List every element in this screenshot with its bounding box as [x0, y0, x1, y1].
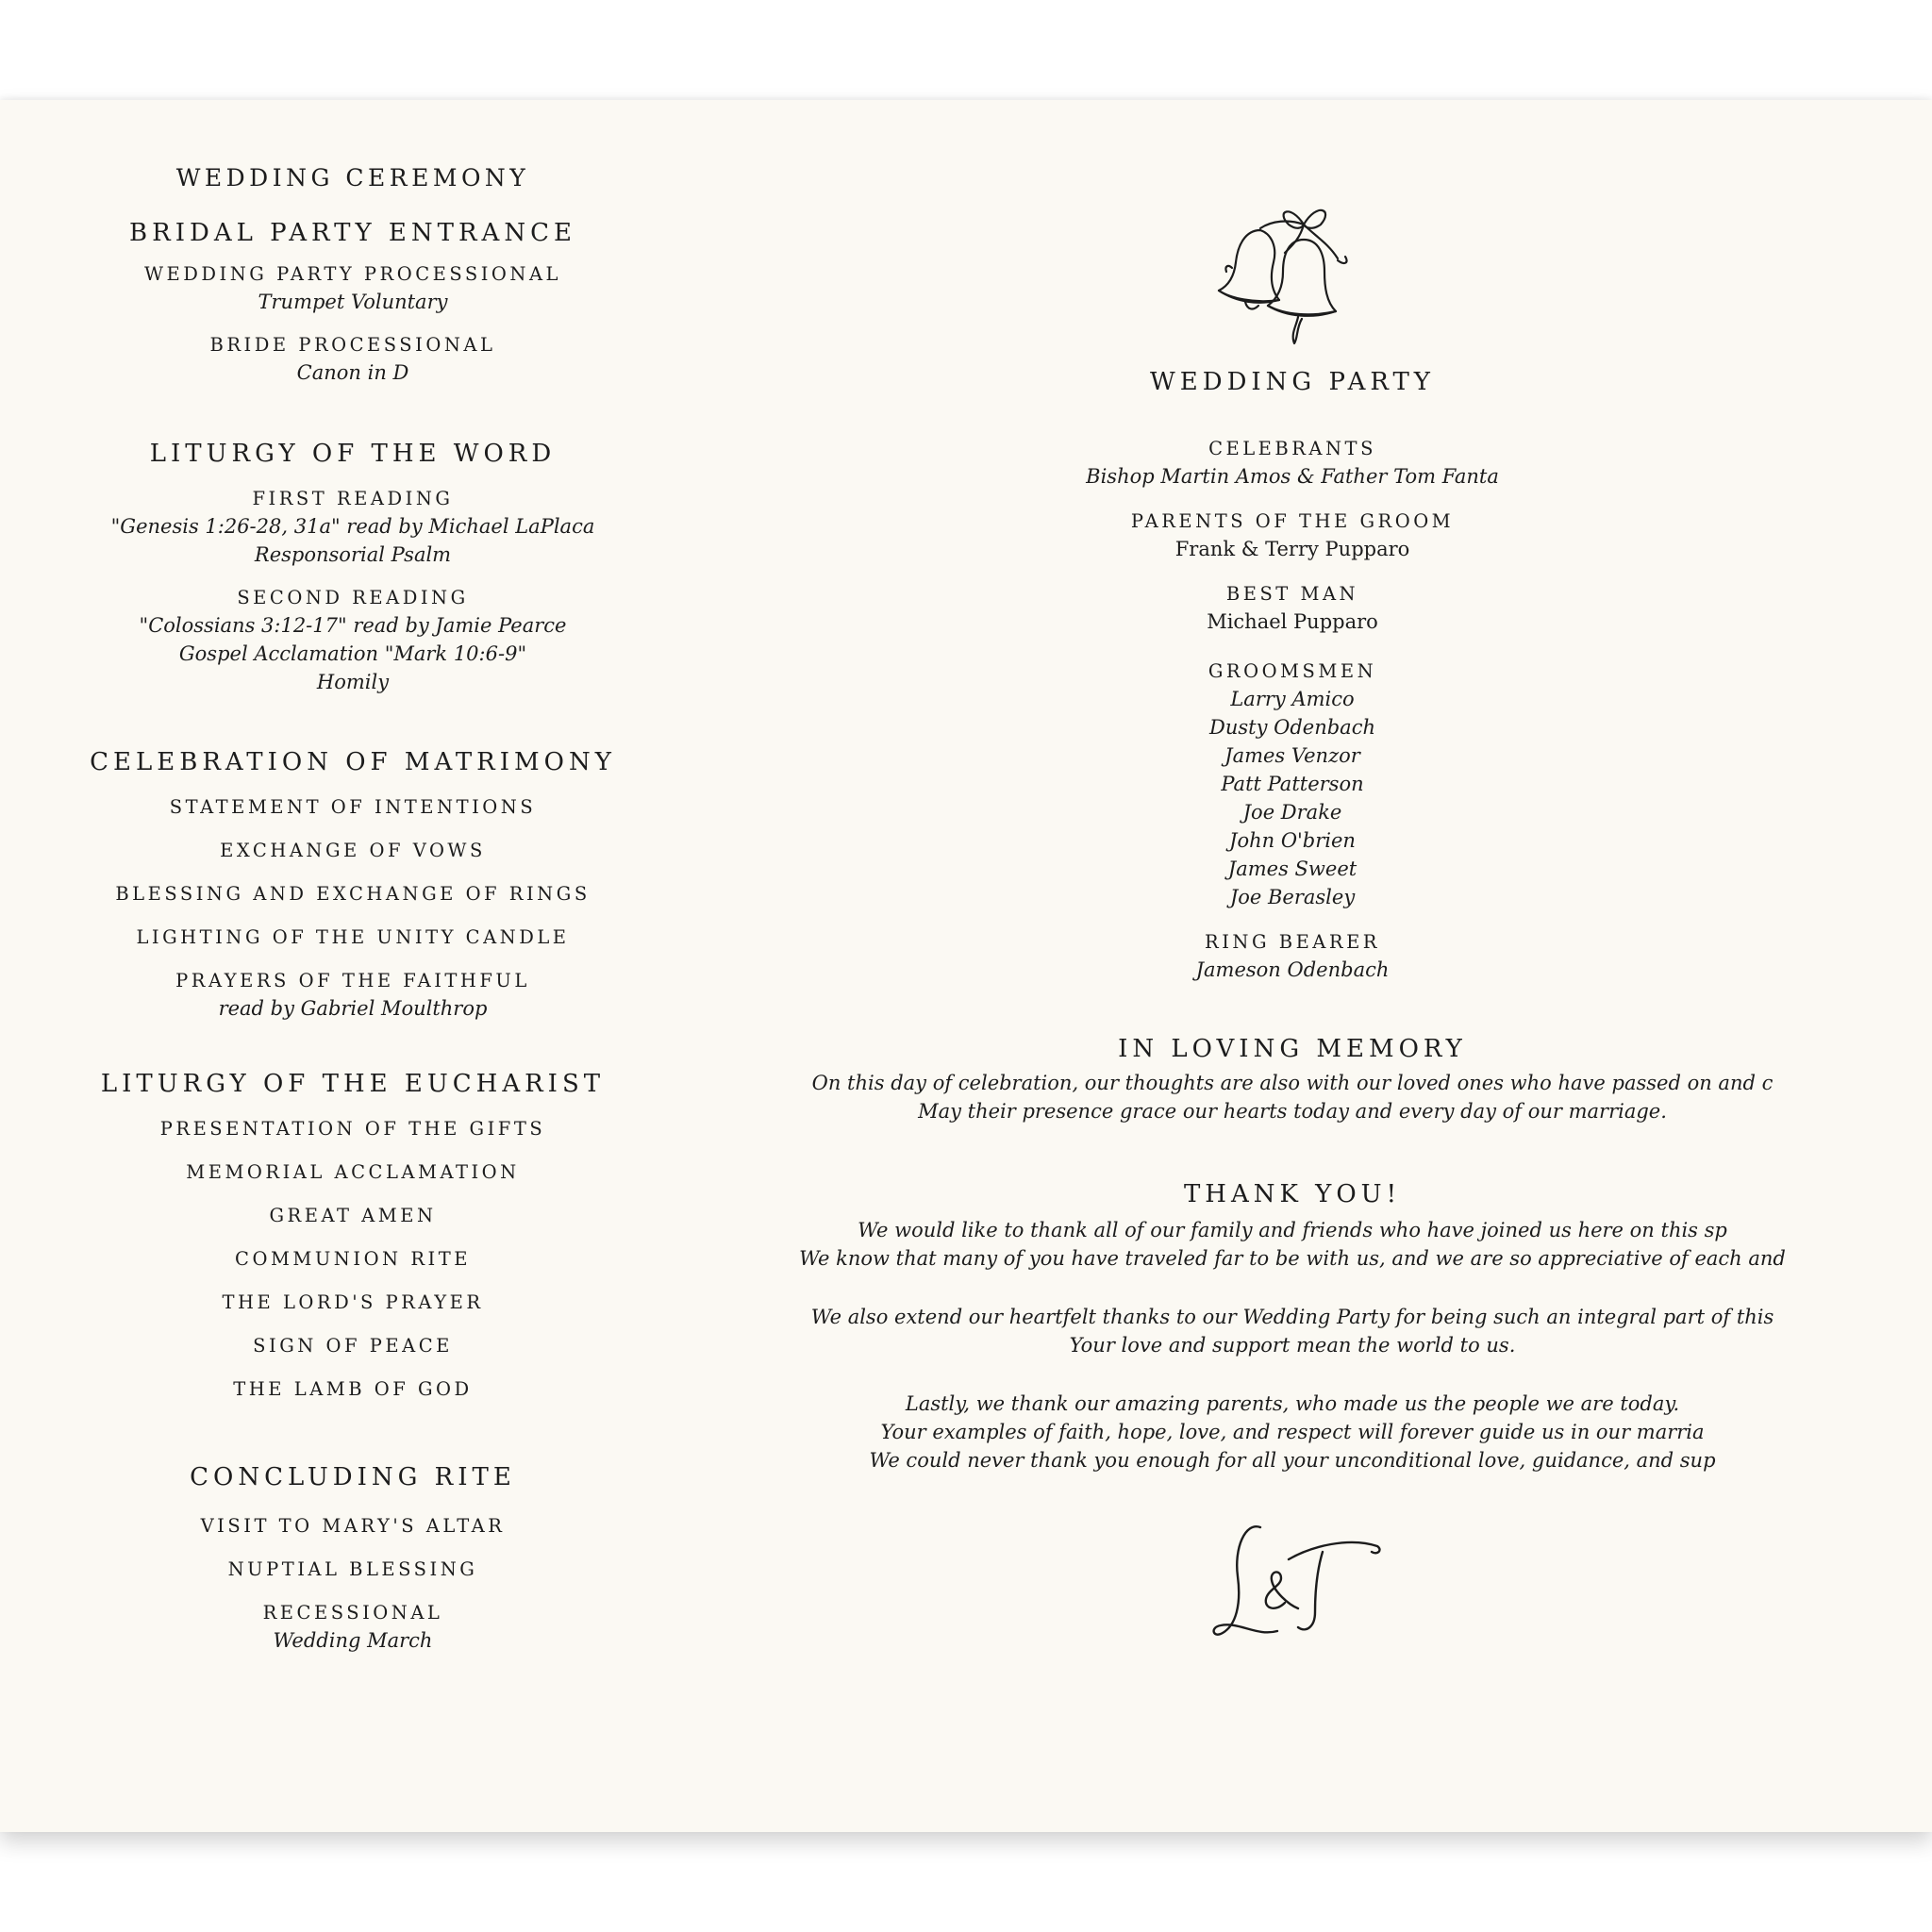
eucharist-heading: LITURGY OF THE EUCHARIST — [100, 1070, 606, 1098]
bride-processional-detail: Canon in D — [296, 361, 409, 384]
groomsman-name: James Venzor — [1224, 744, 1360, 767]
second-reading-line: Homily — [316, 671, 390, 693]
memory-line: May their presence grace our hearts today and every day of our marriage. — [918, 1100, 1667, 1123]
second-reading-line: Gospel Acclamation "Mark 10:6-9" — [178, 642, 527, 665]
eucharist-item: THE LAMB OF GOD — [233, 1378, 473, 1400]
best-man-label: BEST MAN — [1225, 583, 1359, 605]
parents-names: Frank & Terry Pupparo — [1174, 538, 1410, 560]
thanks-line: We could never thank you enough for all your unconditional love, guidance, and sup — [869, 1449, 1716, 1472]
ceremony-column — [70, 162, 636, 1655]
groomsmen-label: GROOMSMEN — [1208, 660, 1377, 682]
party-column — [799, 187, 1932, 1652]
prayers-detail: read by Gabriel Moulthrop — [218, 997, 488, 1020]
thanks-line: We know that many of you have traveled far to be with us, and we are so appreciative of each and — [799, 1247, 1786, 1270]
eucharist-item: PRESENTATION OF THE GIFTS — [159, 1118, 546, 1140]
groomsman-name: Joe Drake — [1242, 801, 1342, 824]
bride-processional-label: BRIDE PROCESSIONAL — [209, 334, 496, 356]
eucharist-item: COMMUNION RITE — [235, 1248, 471, 1270]
monogram-signature — [1198, 1510, 1387, 1652]
groomsman-name: Joe Berasley — [1229, 886, 1356, 908]
concluding-item: RECESSIONAL — [262, 1602, 443, 1624]
thanks-line: Your love and support mean the world to us. — [1069, 1334, 1516, 1357]
parents-label: PARENTS OF THE GROOM — [1130, 510, 1455, 532]
eucharist-item: MEMORIAL ACCLAMATION — [186, 1161, 520, 1183]
recessional-detail: Wedding March — [273, 1629, 433, 1652]
second-reading-label: SECOND READING — [237, 587, 469, 608]
memory-heading: IN LOVING MEMORY — [1118, 1035, 1467, 1063]
thanks-line: Lastly, we thank our amazing parents, who made us the people we are today. — [905, 1392, 1680, 1415]
processional-label: WEDDING PARTY PROCESSIONAL — [143, 263, 562, 285]
matrimony-item: BLESSING AND EXCHANGE OF RINGS — [115, 883, 591, 905]
matrimony-item: PRAYERS OF THE FAITHFUL — [175, 970, 530, 991]
thanks-line: Your examples of faith, hope, love, and respect will forever guide us in our marria — [880, 1421, 1705, 1443]
thanks-line: We also extend our heartfelt thanks to our Wedding Party for being such an integral part of this — [810, 1306, 1774, 1328]
matrimony-item: LIGHTING OF THE UNITY CANDLE — [136, 926, 570, 948]
first-reading-line: Responsorial Psalm — [254, 543, 452, 566]
celebrants-label: CELEBRANTS — [1208, 438, 1376, 459]
word-heading: LITURGY OF THE WORD — [149, 440, 557, 468]
first-reading-line: "Genesis 1:26-28, 31a" read by Michael LaPlaca — [110, 515, 595, 538]
monogram — [1009, 1510, 1575, 1652]
matrimony-item: STATEMENT OF INTENTIONS — [169, 796, 537, 818]
matrimony-heading: CELEBRATION OF MATRIMONY — [90, 748, 616, 776]
groomsman-name: John O'brien — [1229, 829, 1356, 852]
thanks-line: We would like to thank all of our family and friends who have joined us here on this sp — [858, 1219, 1727, 1241]
eucharist-item: THE LORD'S PRAYER — [222, 1291, 484, 1313]
thanks-heading: THANK YOU! — [1183, 1180, 1402, 1208]
groomsman-name: James Sweet — [1227, 858, 1357, 880]
first-reading-label: FIRST READING — [252, 488, 454, 509]
groomsman-name: Patt Patterson — [1221, 773, 1364, 795]
program-sheet — [0, 100, 1932, 1832]
eucharist-item: GREAT AMEN — [269, 1205, 437, 1226]
groomsman-name: Dusty Odenbach — [1209, 716, 1375, 739]
wedding-bells-icon — [1198, 187, 1387, 357]
concluding-item: NUPTIAL BLESSING — [227, 1558, 478, 1580]
ceremony-title: WEDDING CEREMONY — [175, 164, 530, 192]
concluding-heading: CONCLUDING RITE — [190, 1463, 516, 1491]
best-man-name: Michael Pupparo — [1207, 610, 1378, 633]
memory-line: On this day of celebration, our thoughts are also with our loved ones who have passed on and c — [811, 1072, 1774, 1094]
groomsman-name: Larry Amico — [1230, 688, 1355, 710]
ring-bearer-label: RING BEARER — [1205, 931, 1380, 953]
celebrants-names: Bishop Martin Amos & Father Tom Fanta — [1086, 465, 1499, 488]
party-heading: WEDDING PARTY — [1150, 368, 1435, 396]
ring-bearer-name: Jameson Odenbach — [1195, 958, 1390, 981]
second-reading-line: "Colossians 3:12-17" read by Jamie Pearce — [139, 614, 567, 637]
matrimony-item: EXCHANGE OF VOWS — [220, 840, 486, 861]
ornament — [1009, 187, 1575, 357]
processional-detail: Trumpet Voluntary — [258, 291, 448, 313]
concluding-item: VISIT TO MARY'S ALTAR — [200, 1515, 506, 1537]
eucharist-item: SIGN OF PEACE — [253, 1335, 453, 1357]
bridal-heading: BRIDAL PARTY ENTRANCE — [129, 219, 576, 247]
